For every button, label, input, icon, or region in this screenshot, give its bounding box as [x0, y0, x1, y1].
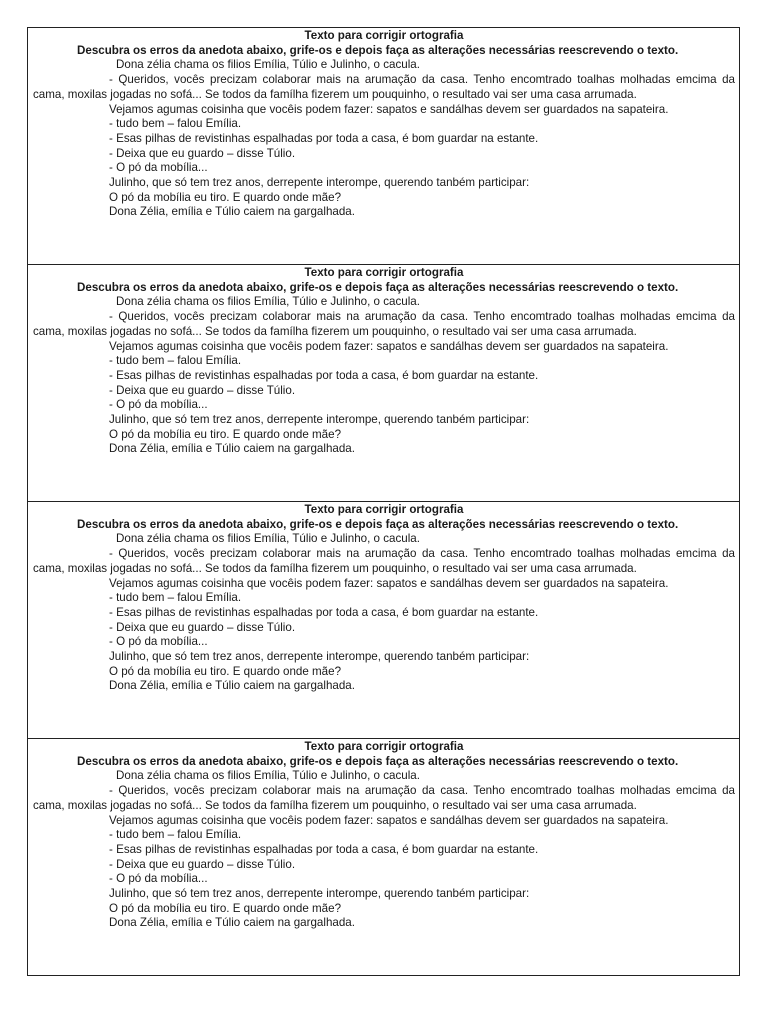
story-line-5: - Esas pilhas de revistinhas espalhadas por toda a casa, é bom guardar na estante.: [109, 368, 539, 382]
story-line-2: - Queridos, vocês precizam colaborar mais na arumação da casa. Tenho encomtrado toalhas molhadas emcima da cama, moxilas jogadas no sofá... Se todos da famílha fizerem um pouquinho, o resultado vai ser uma casa arrumada.: [33, 547, 735, 575]
story-line-7: - O pó da mobília...: [109, 161, 208, 175]
exercise-card-1: [27, 27, 740, 264]
story-line-9: O pó da mobília eu tiro. E quardo onde mãe?: [109, 901, 342, 915]
story-line-4: - tudo bem – falou Emília.: [109, 591, 242, 605]
story-line-8: Julinho, que só tem trez anos, derrepente interompe, querendo tanbém participar:: [109, 650, 530, 664]
story-line-3: Vejamos agumas coisinha que vocêis podem fazer: sapatos e sandálhas devem ser guardados na sapateira.: [109, 576, 669, 590]
story-line-1: Dona zélia chama os filios Emília, Túlio e Julinho, o cacula.: [116, 295, 420, 309]
story-line-8: Julinho, que só tem trez anos, derrepente interompe, querendo tanbém participar:: [109, 887, 530, 901]
exercise-card-2: [27, 264, 740, 501]
story-line-7: - O pó da mobília...: [109, 872, 208, 886]
story-line-3: Vejamos agumas coisinha que vocêis podem fazer: sapatos e sandálhas devem ser guardados na sapateira.: [109, 813, 669, 827]
story-line-8: Julinho, que só tem trez anos, derrepente interompe, querendo tanbém participar:: [109, 413, 530, 427]
story-line-10: Dona Zélia, emília e Túlio caiem na gargalhada.: [109, 205, 355, 219]
story-line-4: - tudo bem – falou Emília.: [109, 117, 242, 131]
story-line-5: - Esas pilhas de revistinhas espalhadas por toda a casa, é bom guardar na estante.: [109, 131, 539, 145]
exercise-card-3: [27, 501, 740, 738]
card-title: Texto para corrigir ortografia: [304, 29, 464, 42]
story-line-6: - Deixa que eu guardo – disse Túlio.: [109, 383, 296, 397]
story-line-8: Julinho, que só tem trez anos, derrepente interompe, querendo tanbém participar:: [109, 176, 530, 190]
card-instruction: Descubra os erros da anedota abaixo, grife-os e depois faça as alterações necessárias reescrevendo o texto.: [77, 754, 679, 768]
story-line-10: Dona Zélia, emília e Túlio caiem na gargalhada.: [109, 442, 355, 456]
story-line-2: - Queridos, vocês precizam colaborar mais na arumação da casa. Tenho encomtrado toalhas molhadas emcima da cama, moxilas jogadas no sofá... Se todos da famílha fizerem um pouquinho, o resultado vai ser uma casa arrumada.: [33, 784, 735, 812]
exercise-card-4: [27, 738, 740, 976]
worksheet-sheet: [27, 27, 740, 976]
card-title: Texto para corrigir ortografia: [304, 266, 464, 279]
story-line-5: - Esas pilhas de revistinhas espalhadas por toda a casa, é bom guardar na estante.: [109, 842, 539, 856]
story-line-10: Dona Zélia, emília e Túlio caiem na gargalhada.: [109, 916, 355, 930]
story-line-7: - O pó da mobília...: [109, 635, 208, 649]
story-line-1: Dona zélia chama os filios Emília, Túlio e Julinho, o cacula.: [116, 769, 420, 783]
story-line-1: Dona zélia chama os filios Emília, Túlio e Julinho, o cacula.: [116, 58, 420, 72]
story-line-6: - Deixa que eu guardo – disse Túlio.: [109, 620, 296, 634]
story-line-5: - Esas pilhas de revistinhas espalhadas por toda a casa, é bom guardar na estante.: [109, 605, 539, 619]
story-line-9: O pó da mobília eu tiro. E quardo onde mãe?: [109, 664, 342, 678]
story-line-3: Vejamos agumas coisinha que vocêis podem fazer: sapatos e sandálhas devem ser guardados na sapateira.: [109, 102, 669, 116]
story-line-7: - O pó da mobília...: [109, 398, 208, 412]
story-line-3: Vejamos agumas coisinha que vocêis podem fazer: sapatos e sandálhas devem ser guardados na sapateira.: [109, 339, 669, 353]
story-line-6: - Deixa que eu guardo – disse Túlio.: [109, 146, 296, 160]
story-line-4: - tudo bem – falou Emília.: [109, 828, 242, 842]
card-instruction: Descubra os erros da anedota abaixo, grife-os e depois faça as alterações necessárias reescrevendo o texto.: [77, 280, 679, 294]
story-line-1: Dona zélia chama os filios Emília, Túlio e Julinho, o cacula.: [116, 532, 420, 546]
card-instruction: Descubra os erros da anedota abaixo, grife-os e depois faça as alterações necessárias reescrevendo o texto.: [77, 517, 679, 531]
story-line-2: - Queridos, vocês precizam colaborar mais na arumação da casa. Tenho encomtrado toalhas molhadas emcima da cama, moxilas jogadas no sofá... Se todos da famílha fizerem um pouquinho, o resultado vai ser uma casa arrumada.: [33, 310, 735, 338]
story-line-2: - Queridos, vocês precizam colaborar mais na arumação da casa. Tenho encomtrado toalhas molhadas emcima da cama, moxilas jogadas no sofá... Se todos da famílha fizerem um pouquinho, o resultado vai ser uma casa arrumada.: [33, 73, 735, 101]
story-line-6: - Deixa que eu guardo – disse Túlio.: [109, 857, 296, 871]
story-line-4: - tudo bem – falou Emília.: [109, 354, 242, 368]
card-title: Texto para corrigir ortografia: [304, 740, 464, 753]
story-line-9: O pó da mobília eu tiro. E quardo onde mãe?: [109, 427, 342, 441]
story-line-10: Dona Zélia, emília e Túlio caiem na gargalhada.: [109, 679, 355, 693]
story-line-9: O pó da mobília eu tiro. E quardo onde mãe?: [109, 190, 342, 204]
card-title: Texto para corrigir ortografia: [304, 503, 464, 516]
card-instruction: Descubra os erros da anedota abaixo, grife-os e depois faça as alterações necessárias reescrevendo o texto.: [77, 43, 679, 57]
